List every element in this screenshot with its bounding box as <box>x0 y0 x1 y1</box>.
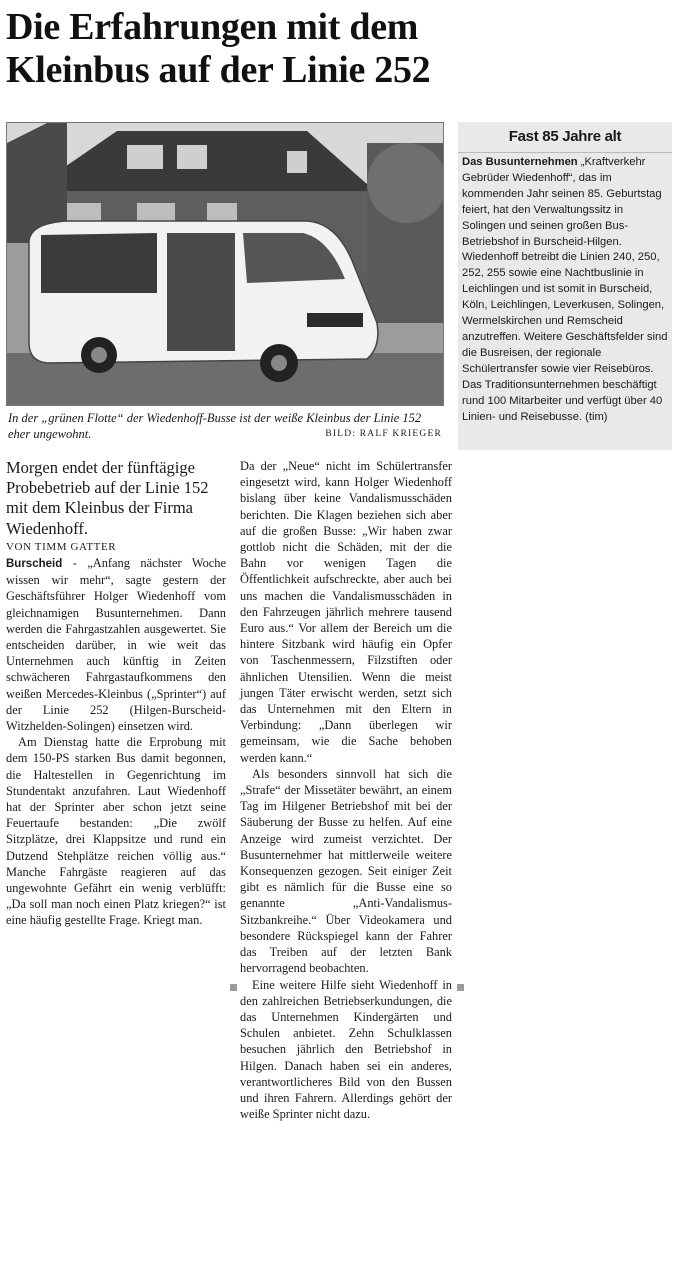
article-byline: VON TIMM GATTER <box>6 540 117 553</box>
article-column-2 <box>240 458 452 1122</box>
info-box <box>458 122 672 450</box>
scan-marker <box>457 984 464 991</box>
article-column-1 <box>6 458 226 929</box>
photo-caption <box>8 410 444 442</box>
bus-photo-image <box>7 123 443 405</box>
article-dateline: Burscheid <box>6 558 63 571</box>
article-paragraph-1 <box>6 555 226 734</box>
article-paragraph-5: Eine weitere Hilfe sieht Wiedenhoff in den zahlreichen Betriebserkundungen, die das Unternehmen Kindergärten und Schulen anbietet. Zehn Schulklassen besuchen jährlich den Betriebshof in Hilgen. Danach haben sei ein anderes, verantwortlicheres Bild von den Bussen und ihren Fahrern. Allerdings gehört der weiße Sprinter nicht dazu. <box>240 977 452 1122</box>
article-paragraph-4: Als besonders sinnvoll hat sich die „Strafe“ der Missetäter bewährt, an einem Tag im Hilgener Betriebshof mit bei der Säuberung der Busse zu helfen. Auf eine Anzeige wird zumeist verzichtet. Der Busunternehmer hat mittlerweile weitere Konsequenzen gezogen. Seit einiger Zeit gibt es nämlich für die Busse eine so genannte „Anti-Vandalismus-Sitzbankreihe.“ Über Videokamera und besondere Rückspiegel kann der Fahrer das Treiben auf der letzten Bank hervorragend beobachten. <box>240 766 452 976</box>
bus-photo <box>6 122 444 406</box>
photo-credit: BILD: RALF KRIEGER <box>325 429 442 439</box>
info-box-title: Fast 85 Jahre alt <box>508 128 622 145</box>
info-box-body: „Kraftverkehr Gebrüder Wiedenhoff“, das im kommenden Jahr seinen 85. Geburtstag feiert, hat den Verwaltungssitz in Solingen und seinen großen Bus-Betriebshof in Burscheid-Hilgen. Wiedenhoff betreibt die Linien 240, 250, 252, 255 sowie eine Nachtbuslinie in Leichlingen und ist somit in Burscheid, Köln, Leichlingen, Leverkusen, Solingen, Wermelskirchen und Remscheid anzutreffen. Weitere Geschäftsfelder sind die Busreisen, der regionale Schülertransfer sowie vier Reisebüros. Das Traditionsunternehmen beschäftigt rund 100 Mitarbeiter und verfügt über 40 Linien- und Reisebusse. (tim) <box>462 156 668 423</box>
article-headline: Die Erfahrungen mit dem Kleinbus auf der Linie 252 <box>6 6 431 91</box>
info-box-divider <box>458 152 672 153</box>
scan-marker <box>230 984 237 991</box>
article-paragraph-3a: Da der „Neue“ nicht im Schülertransfer eingesetzt wird, kann Holger Wiedenhoff bislang über keine Vandalismusschäden berichten. Die Klagen beziehen sich aber auf die großen Busse: „Wir haben zwar gottlob nicht die Schäden, mit der die Bahn vor wenigen Tagen die Öffentlichkeit aufschreckte, aber auch bei uns machen die Vandalismusschäden in den Fahrzeugen jährlich mehrere tausend Euro aus.“ Vor allem der Bereich um die hintere Sitzbank wird häufig ein Opfer von Taschenmessern, Filzstiften oder ähnlichen Utensilien. Wenn die meist jungen Täter erwischt werden, setzt sich das Unternehmen mit den Eltern in Verbindung: „Dann überlegen wir gemeinsam, wie die Sache behoben werden kann.“ <box>240 459 452 765</box>
article-lead: Morgen endet der fünftägige Probebetrieb auf der Linie 152 mit dem Kleinbus der Firma Wiedenhoff. <box>6 458 209 538</box>
info-box-text <box>462 155 668 425</box>
info-box-lead: Das Busunternehmen <box>462 156 578 168</box>
article-paragraph-1-text: - „Anfang nächster Woche wissen wir mehr“, sagte gestern der Geschäftsführer Holger Wiedenhoff vom gleichnamigen Busunternehmen. Dann werden die Fahrgastzahlen ausgewertet. Sie entscheiden darüber, in wie weit das Unternehmen auch künftig in Zeiten schwächeren Fahrgastaufkommens den weißen Mercedes-Kleinbus („Sprinter“) auf der Linie 252 (Hilgen-Burscheid-Witzhelden-Solingen) einsetzen wird. <box>6 556 226 734</box>
article-paragraph-2: Am Dienstag hatte die Erprobung mit dem 150-PS starken Bus damit begonnen, die Haltestellen in Gegenrichtung im Stundentakt anzufahren. Laut Wiedenhoff hat der Sprinter aber schon jetzt seine Feuertaufe bestanden: „Die zwölf Sitzplätze, drei Klappsitze und rund ein Dutzend Stehplätze reichen völlig aus.“ Manche Fahrgäste reagieren auf das ungewohnte Gefährt ein wenig verblüfft: „Da soll man noch einen Platz kriegen?“ ist eine häufig gestellte Frage. Kriegt man. <box>6 735 226 928</box>
photo-caption-text: In der „grünen Flotte“ der Wiedenhoff-Busse ist der weiße Kleinbus der Linie 152 eher ungewohnt. <box>8 411 422 441</box>
